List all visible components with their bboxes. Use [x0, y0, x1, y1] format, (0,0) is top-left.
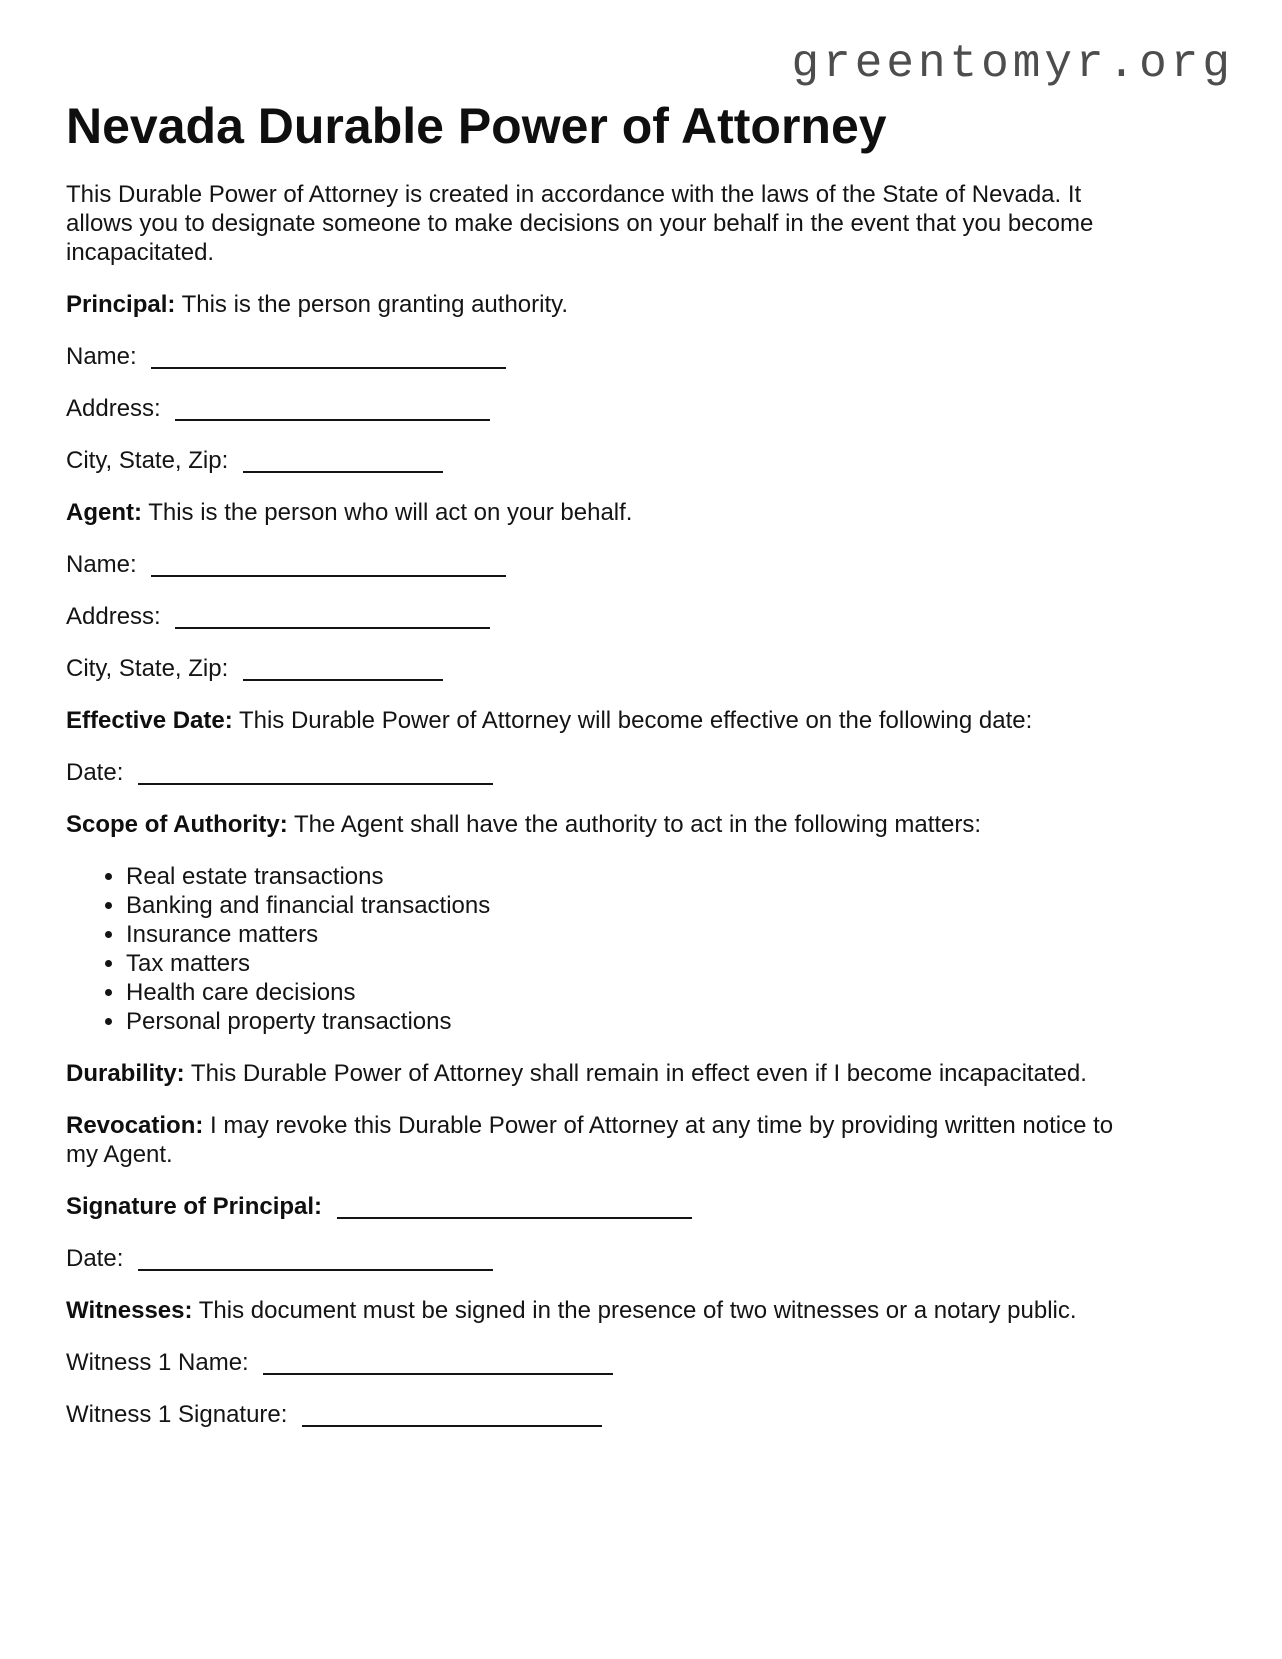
scope-item-health-care: • Health care decisions: [126, 978, 1146, 1007]
signature-date-input[interactable]: [138, 1251, 493, 1271]
witness1-signature-label: Witness 1 Signature:: [66, 1401, 288, 1428]
principal-city-state-zip-label: City, State, Zip:: [66, 447, 229, 474]
durability-label: Durability:: [66, 1060, 185, 1087]
section-effective-date: [66, 706, 1146, 735]
section-agent: [66, 498, 1146, 527]
principal-address-label: Address:: [66, 395, 161, 422]
field-agent-name: [66, 550, 1146, 579]
principal-signature-label: Signature of Principal:: [66, 1193, 323, 1220]
section-principal: [66, 290, 1146, 319]
field-witness1-name: [66, 1348, 1146, 1377]
principal-name-input[interactable]: [151, 349, 506, 369]
scope-text: The Agent shall have the authority to act in the following matters:: [294, 811, 982, 838]
section-durability: [66, 1059, 1146, 1088]
section-revocation: [66, 1111, 1146, 1169]
intro-paragraph: This Durable Power of Attorney is created in accordance with the laws of the State of Nevada. It allows you to designate someone to make decisions on your behalf in the event that you become incapacitated.: [66, 181, 1094, 266]
scope-item-tax: • Tax matters: [126, 949, 1146, 978]
field-principal-address: [66, 394, 1146, 423]
agent-address-label: Address:: [66, 603, 161, 630]
page-title: Nevada Durable Power of Attorney: [66, 98, 887, 154]
agent-address-input[interactable]: [175, 609, 490, 629]
effective-date-field-label: Date:: [66, 759, 124, 786]
field-witness1-signature: [66, 1400, 1146, 1429]
revocation-label: Revocation:: [66, 1112, 204, 1139]
effective-date-label: Effective Date:: [66, 707, 233, 734]
effective-date-input[interactable]: [138, 765, 493, 785]
scope-item-personal-property: • Personal property transactions: [126, 1007, 1146, 1036]
witness1-signature-input[interactable]: [302, 1407, 602, 1427]
agent-name-input[interactable]: [151, 557, 506, 577]
field-agent-address: [66, 602, 1146, 631]
agent-name-label: Name:: [66, 551, 137, 578]
field-agent-city-state-zip: [66, 654, 1146, 683]
section-witnesses: [66, 1296, 1146, 1325]
principal-text: This is the person granting authority.: [181, 291, 569, 318]
agent-city-state-zip-label: City, State, Zip:: [66, 655, 229, 682]
witness1-name-input[interactable]: [263, 1355, 613, 1375]
field-effective-date: [66, 758, 1146, 787]
field-signature-date: [66, 1244, 1146, 1273]
principal-signature-input[interactable]: [337, 1199, 692, 1219]
scope-label: Scope of Authority:: [66, 811, 288, 838]
witness1-name-label: Witness 1 Name:: [66, 1349, 249, 1376]
field-principal-signature: [66, 1192, 1146, 1221]
principal-label: Principal:: [66, 291, 176, 318]
field-principal-name: [66, 342, 1146, 371]
principal-address-input[interactable]: [175, 401, 490, 421]
document-content: [66, 180, 1146, 1429]
scope-item-insurance: • Insurance matters: [126, 920, 1146, 949]
section-scope: [66, 810, 1146, 839]
durability-text: This Durable Power of Attorney shall remain in effect even if I become incapacitated.: [190, 1060, 1087, 1087]
scope-item-real-estate: • Real estate transactions: [126, 862, 1146, 891]
principal-name-label: Name:: [66, 343, 137, 370]
principal-city-state-zip-input[interactable]: [243, 453, 443, 473]
signature-date-label: Date:: [66, 1245, 124, 1272]
site-logo: greentomyr.org: [791, 38, 1234, 90]
witnesses-label: Witnesses:: [66, 1297, 193, 1324]
scope-item-banking: • Banking and financial transactions: [126, 891, 1146, 920]
revocation-text: I may revoke this Durable Power of Attorney at any time by providing written notice to my Agent.: [66, 1112, 1114, 1168]
agent-city-state-zip-input[interactable]: [243, 661, 443, 681]
agent-label: Agent:: [66, 499, 142, 526]
field-principal-city-state-zip: [66, 446, 1146, 475]
scope-list: [66, 862, 1146, 1036]
effective-date-text: This Durable Power of Attorney will become effective on the following date:: [238, 707, 1033, 734]
witnesses-text: This document must be signed in the presence of two witnesses or a notary public.: [198, 1297, 1077, 1324]
agent-text: This is the person who will act on your behalf.: [148, 499, 633, 526]
